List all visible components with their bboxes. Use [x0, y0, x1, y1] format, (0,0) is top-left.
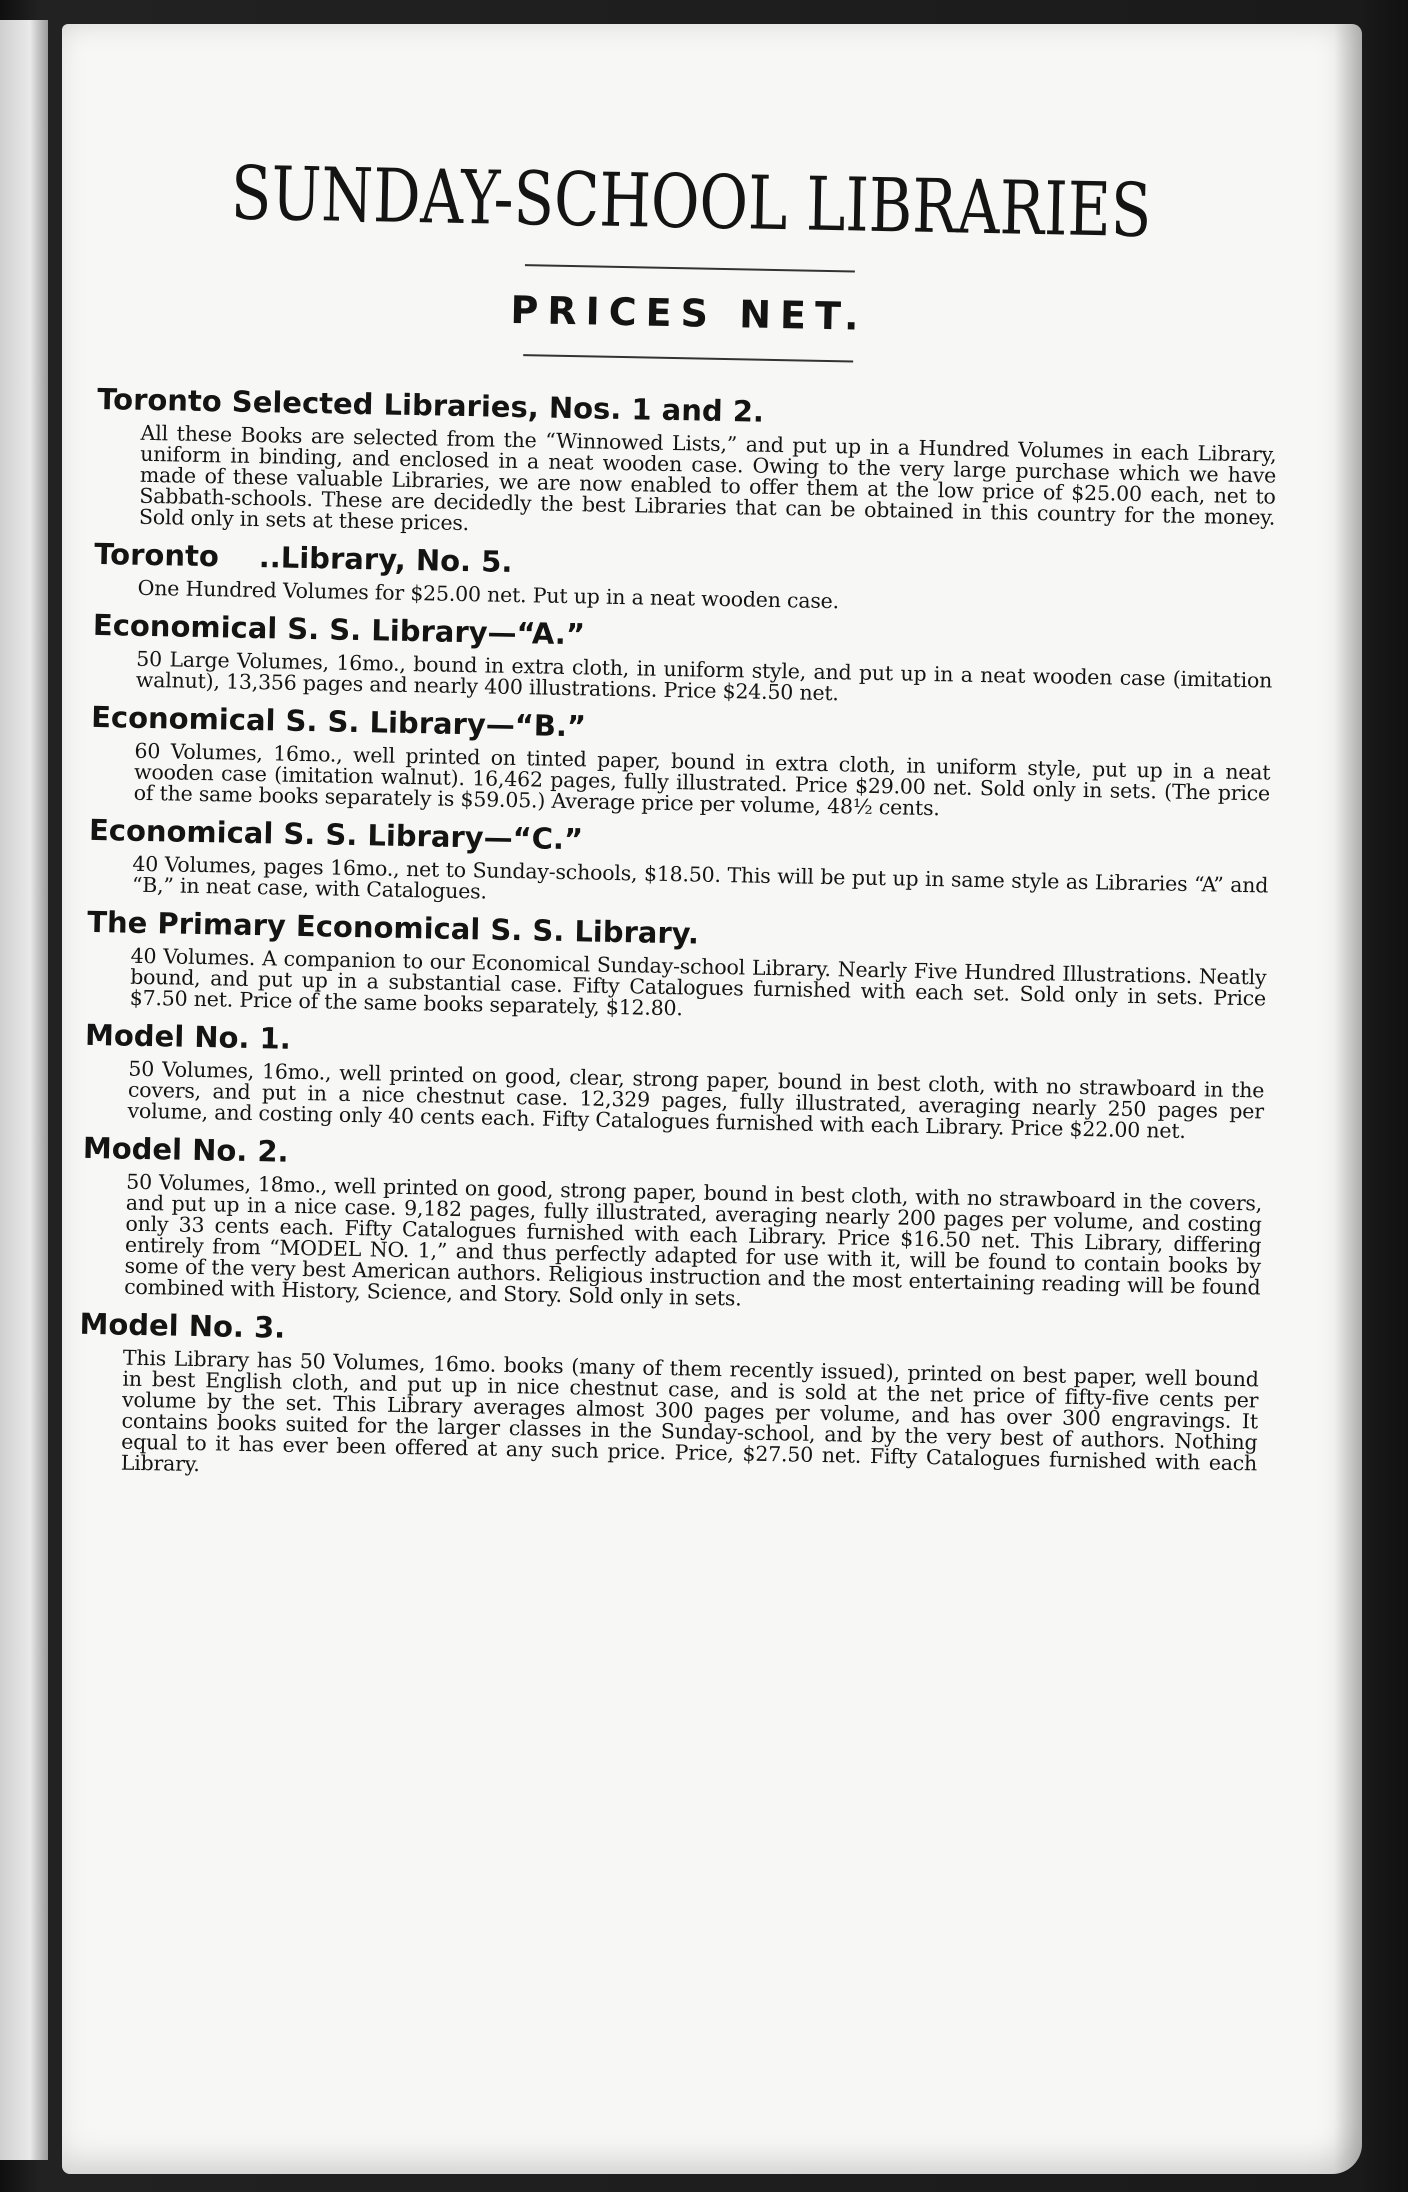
entry-description: 50 Volumes, 16mo., well printed on good, clear, strong paper, bound in best cloth, with no strawboard in the covers, and put in a nice chestnut case. 12,329 pages, fully illustrated, averaging nearly 250 pages per volume, and costing only 40 cents each. Fifty Catalogues furnished with each Library. Price $22.00 net.: [127, 1056, 1265, 1143]
entry-heading: Economical S. S. Library—“B.”: [90, 699, 587, 744]
page-subtitle: PRICES NET.: [510, 287, 868, 339]
entry-description: One Hundred Volumes for $25.00 net. Put up in a neat wooden case.: [137, 575, 840, 614]
title-rule-top: [525, 264, 855, 272]
entry-heading: Economical S. S. Library—“A.”: [92, 607, 586, 652]
library-entry: [88, 813, 1269, 918]
entry-description: 40 Volumes. A companion to our Economical Sunday-school Library. Nearly Five Hundred Illustrations. Neatly bound, and put up in a substantial case. Fifty Catalogues furnished with each set. Sold only in sets. Price $7.50 net. Price of the same books separately, $12.80.: [129, 943, 1267, 1021]
library-entry: [92, 608, 1273, 713]
entry-heading: The Primary Economical S. S. Library.: [86, 904, 700, 951]
library-entry: [77, 1307, 1260, 1496]
library-list: [77, 382, 1278, 1495]
page-fold-shadow: [1334, 24, 1362, 2174]
library-entry: [83, 1018, 1265, 1144]
entry-heading: Model No. 1.: [84, 1017, 292, 1056]
entry-description: 60 Volumes, 16mo., well printed on tinted paper, bound in extra cloth, in uniform style, put up in a neat wooden case (imitation walnut). 16,462 pages, fully illustrated. Price $29.00 net. Sold only in sets. (The price of the same books separately is $59.05.) Average price per volume, 48½ cents.: [133, 738, 1271, 821]
entry-heading-part: Toronto: [93, 536, 220, 574]
entry-heading: Toronto Selected Libraries, Nos. 1 and 2.: [96, 381, 765, 429]
entry-description: 50 Volumes, 18mo., well printed on good, strong paper, bound in best cloth, with no strawboard in the covers, and put up in a nice case. 9,182 pages, fully illustrated, averaging nearly 200 pages per volume, and costing only 33 cents each. Fifty Catalogues furnished with each Library. Price $16.50 net. This Library, differing entirely from “MODEL NO. 1,” and thus perfectly adapted for use with it, will be found to contain books by some of the very best American authors. Religious instruction and the most entertaining reading will be found combined with History, Science, and Story. Sold only in sets.: [124, 1169, 1263, 1311]
library-entry: [95, 382, 1278, 550]
entry-description: 50 Large Volumes, 16mo., bound in extra cloth, in uniform style, and put up in a neat wooden case (imitation walnut), 13,356 pages and nearly 400 illustrations. Price $24.50 net.: [135, 646, 1273, 706]
entry-description: 40 Volumes, pages 16mo., net to Sunday-schools, $18.50. This will be put up in same style as Libraries “A” and “B,” in neat case, with Catalogues.: [131, 851, 1269, 904]
library-entry: [80, 1131, 1263, 1320]
entry-description: This Library has 50 Volumes, 16mo. books (many of them recently issued), printed on best paper, well bound in best English cloth, and put up in nice chestnut case, and is sold at the net price of fifty-five cents per volume by the set. This Library averages almost 300 pages per volume, and has over 300 engravings. It contains books suited for the larger classes in the Sunday-school, and by the very best of authors. Nothing equal to it has ever been offered at any such price. Price, $27.50 net. Fifty Catalogues furnished with each Library.: [120, 1345, 1259, 1477]
library-entry: [86, 905, 1268, 1031]
facing-page-edge: [0, 20, 48, 2160]
page-title: SUNDAY-SCHOOL LIBRARIES: [230, 150, 1153, 255]
title-rule-bottom: [523, 354, 853, 362]
entry-heading-part: ..Library, No. 5.: [258, 540, 513, 579]
document-page: [62, 24, 1362, 2174]
page-content: [76, 150, 1281, 1505]
library-entry: [93, 537, 1274, 621]
library-entry: [90, 700, 1272, 826]
entry-heading: Model No. 3.: [79, 1306, 286, 1345]
entry-heading: Model No. 2.: [82, 1130, 289, 1169]
entry-description: All these Books are selected from the “Winnowed Lists,” and put up in a Hundred Volumes in each Library, uniform in binding, and enclosed in a neat wooden case. Owing to the very large purchase which we have made of these valuable Libraries, we are now enabled to offer them at the low price of $25.00 each, net to Sabbath-schools. These are decidedly the best Libraries that can be obtained in this country for the money. Sold only in sets at these prices.: [138, 420, 1277, 536]
entry-heading: Economical S. S. Library—“C.”: [88, 812, 584, 857]
